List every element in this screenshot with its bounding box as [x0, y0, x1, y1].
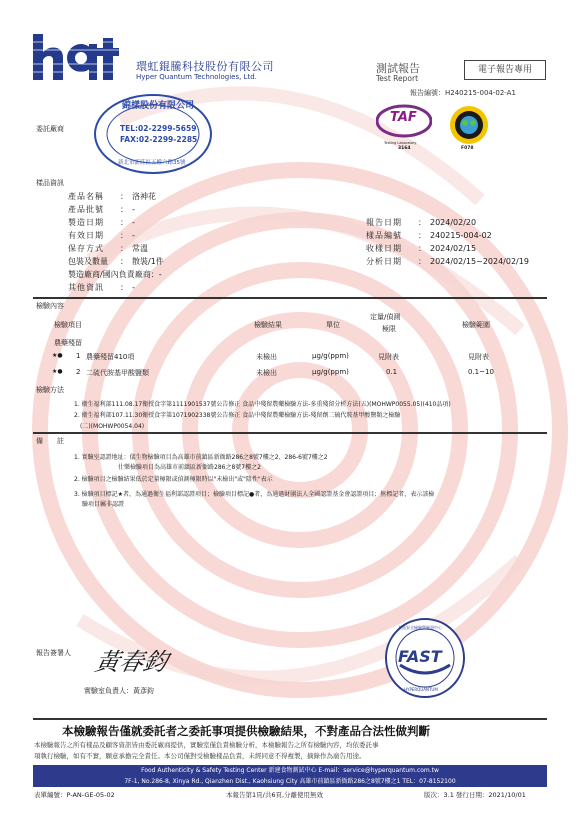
sample-field-value: -	[132, 205, 135, 214]
client-stamp-tel: TEL:02-2299-5659	[120, 124, 197, 133]
disclaimer-main: 本檢驗報告僅就委託者之委託事項提供檢驗結果，不對產品合法性做判斷	[62, 724, 430, 738]
row-number: 1	[76, 352, 81, 360]
client-label: 委託廠商	[36, 125, 64, 133]
fast-seal-text: FAST	[398, 647, 442, 666]
methods-title: 檢驗方法	[36, 386, 64, 394]
row-item: 二硫代胺基甲酸鹽類	[86, 369, 149, 377]
disclaimer-detail: 項執行檢驗，如有不實，願意承擔完全責任。本公司僅對受檢驗樣品負責，未經同意不得複製，摘錄作為廣告用途。	[34, 752, 366, 760]
sample-field-receive-date: 收樣日期 ： 2024/02/15	[366, 244, 477, 253]
sample-field-key: 產品批號	[68, 205, 104, 214]
row-item: 農藥殘留410項	[86, 353, 135, 361]
table-row	[52, 368, 547, 380]
handwritten-signature: 黃春鈞	[92, 648, 171, 676]
remarks-title: 備 註	[36, 437, 64, 445]
accreditation-mark: ★●	[52, 368, 63, 375]
sample-field-value: 常溫	[132, 244, 148, 253]
contact-line: 7F-1, No.286-8, Xinya Rd., Qianzhen Dist., Kaohsiung City 高雄市前鎮區新衙路286之8號7樓之1 TEL：07-8152100	[124, 778, 456, 785]
sample-field-product-name: 產品名稱 ： 洛神花	[68, 192, 156, 201]
row-result: 未檢出	[256, 369, 277, 377]
client-stamp-fax: FAX:02-2299-2285	[120, 135, 198, 144]
method-item: (二)(MOHWP0054.04)	[80, 423, 145, 430]
sample-field-key: 產品名稱	[68, 192, 104, 201]
fast-seal-ring-en: HYPERQUANTUM	[404, 687, 438, 692]
company-name-en: Hyper Quantum Technologies, Ltd.	[136, 73, 257, 81]
divider	[33, 297, 547, 299]
form-number: 表單編號：P-AN-GE-05-02	[34, 791, 115, 799]
sample-field-value: 散裝/1件	[132, 257, 164, 266]
sample-field-key: 樣品編號	[366, 231, 402, 240]
sample-field-analysis-date: 分析日期 ： 2024/02/15~2024/02/19	[366, 257, 529, 266]
remark-item: 2. 檢驗項目之檢驗結果低於定量極限或偵測極限時以"未檢出"或"陰性"表示	[74, 476, 273, 483]
report-number-label: 報告編號：	[410, 89, 445, 97]
taf-number: 3164	[398, 146, 411, 151]
report-number-value: H240215-004-02-A1	[445, 89, 516, 97]
row-result: 未檢出	[256, 353, 277, 361]
col-header-loq-2: 極限	[382, 325, 396, 333]
sample-field-value: -	[132, 231, 135, 240]
col-header-unit: 單位	[326, 321, 340, 329]
sample-field-key: 收樣日期	[366, 244, 402, 253]
table-row	[52, 352, 547, 364]
client-stamp-title: 錦樣股份有限公司	[122, 101, 195, 111]
company-name-cn: 環虹錕騰科技股份有限公司	[136, 60, 274, 73]
sample-field-report-date: 報告日期 ： 2024/02/20	[366, 218, 477, 227]
row-unit: μg/g(ppm)	[312, 352, 349, 360]
sample-field-key: 有效日期	[68, 231, 104, 240]
test-group-label: 農藥殘留	[54, 339, 82, 347]
report-number	[410, 88, 516, 98]
sample-field-storage: 保存方式 ： 常溫	[68, 244, 148, 253]
sample-field-sample-no: 樣品編號 ： 240215-004-02	[366, 231, 492, 240]
report-title-cn: 測試報告	[376, 62, 420, 75]
row-range: 見附表	[468, 353, 489, 361]
hqt-logo	[33, 34, 133, 82]
sample-info-title: 樣品資訊	[36, 179, 64, 187]
sample-field-key: 製造廠商/國內負責廠商	[68, 270, 151, 279]
version-info: 版次：3.1 發行日期：2021/10/01	[424, 791, 526, 799]
method-item: 1. 衛生福利部111.08.17衛授食字第1111901537號公告修正 食品中殘留農藥檢驗方法-多重殘留分析方法(五)(MOHWP0055.05)(410品項)	[74, 401, 451, 408]
fast-seal-ring-text: 食品安全檢驗暨驗證中心	[398, 625, 442, 630]
sample-field-value: 240215-004-02	[430, 231, 492, 240]
remark-item: 仕樂檢驗項目為高雄市前鎮區新衙路286之8號7樓之2	[118, 464, 261, 471]
taf-caption: Testing Laboratory	[384, 141, 417, 145]
sample-field-value: 2024/02/15~2024/02/19	[430, 257, 529, 266]
col-header-range: 檢驗範圍	[462, 321, 490, 329]
sample-field-manufacturer: 製造廠商/國內負責廠商：-	[68, 270, 162, 279]
sample-field-key: 製造日期	[68, 218, 104, 227]
lab-supervisor: 實驗室負責人：黃彥鈞	[84, 687, 154, 695]
sample-field-key: 報告日期	[366, 218, 402, 227]
sample-field-key: 分析日期	[366, 257, 402, 266]
col-header-loq-1: 定量/偵測	[370, 313, 401, 321]
sample-field-exp-date: 有效日期 ： -	[68, 231, 135, 240]
sample-field-value: 2024/02/15	[430, 244, 477, 253]
taf-text: TAF	[390, 110, 417, 125]
sample-field-value: 2024/02/20	[430, 218, 477, 227]
sample-field-key: 保存方式	[68, 244, 104, 253]
row-range: 0.1~10	[468, 368, 494, 376]
remark-item: 1. 實驗室認證地址：儀生物檢驗項目為高雄市前鎮區新衙路286之8號7樓之2、286-6號7樓之2	[74, 454, 328, 461]
method-item: 2. 衛生福利部107.11.30衛授食字第1071902338號公告修正 食品中殘留農藥檢驗方法-殘留劑二硫代胺基甲酸鹽類之檢驗	[74, 412, 401, 419]
remark-item: 驗項目屬非認證	[82, 501, 125, 508]
sample-field-package: 包裝及數量 ： 散裝/1件	[68, 257, 164, 266]
contact-line: Food Authenticity & Safety Testing Center 新建食物測試中心 E-mail：service@hyperquantum.com.tw	[141, 767, 439, 774]
accreditation-mark: ★●	[52, 352, 63, 359]
divider	[33, 718, 547, 720]
row-number: 2	[76, 368, 81, 376]
sample-field-value: 洛神花	[132, 192, 156, 201]
sample-field-value: -	[132, 218, 135, 227]
sample-field-batch: 產品批號 ： -	[68, 205, 135, 214]
report-title-en: Test Report	[376, 74, 419, 83]
signer-label: 報告簽署人	[36, 649, 71, 657]
col-header-result: 檢驗結果	[254, 321, 282, 329]
sample-field-key: 其他資訊	[68, 283, 104, 292]
contact-bar	[33, 765, 547, 787]
sample-field-key: 包裝及數量	[68, 257, 108, 266]
page-info: 本報告第1頁/共6頁,分離使用無效	[226, 791, 324, 799]
disclaimer-detail: 本檢驗報告之所有樣品及顧客資訊皆由委託廠商提供，實驗室僅負責檢驗分析，本檢驗報告之所有檢驗內容，均依委託事	[34, 741, 379, 749]
row-loq: 見附表	[378, 353, 399, 361]
test-content-title: 檢驗內容	[36, 302, 64, 310]
sample-field-mfg-date: 製造日期 ： -	[68, 218, 135, 227]
client-stamp-address: 新北市新莊區五權六路35號	[118, 160, 186, 166]
remark-item: 3. 檢驗項目標記★者，為通過衛生福利部認證項目；檢驗項目標記●者，為通過財團法人全國認證基金會認證項目；無標記者，表示該檢	[74, 491, 435, 498]
divider	[33, 432, 547, 434]
e-report-box: 電子報告專用	[464, 60, 546, 80]
sample-field-value: -	[158, 270, 162, 279]
row-loq: 0.1	[386, 368, 398, 376]
sample-field-other: 其他資訊 ： -	[68, 283, 135, 292]
col-header-item: 檢驗項目	[54, 321, 82, 329]
tfda-seal-icon	[449, 105, 489, 145]
sample-field-value: -	[132, 283, 135, 292]
tfda-number: F078	[461, 146, 474, 151]
row-unit: μg/g(ppm)	[312, 368, 349, 376]
